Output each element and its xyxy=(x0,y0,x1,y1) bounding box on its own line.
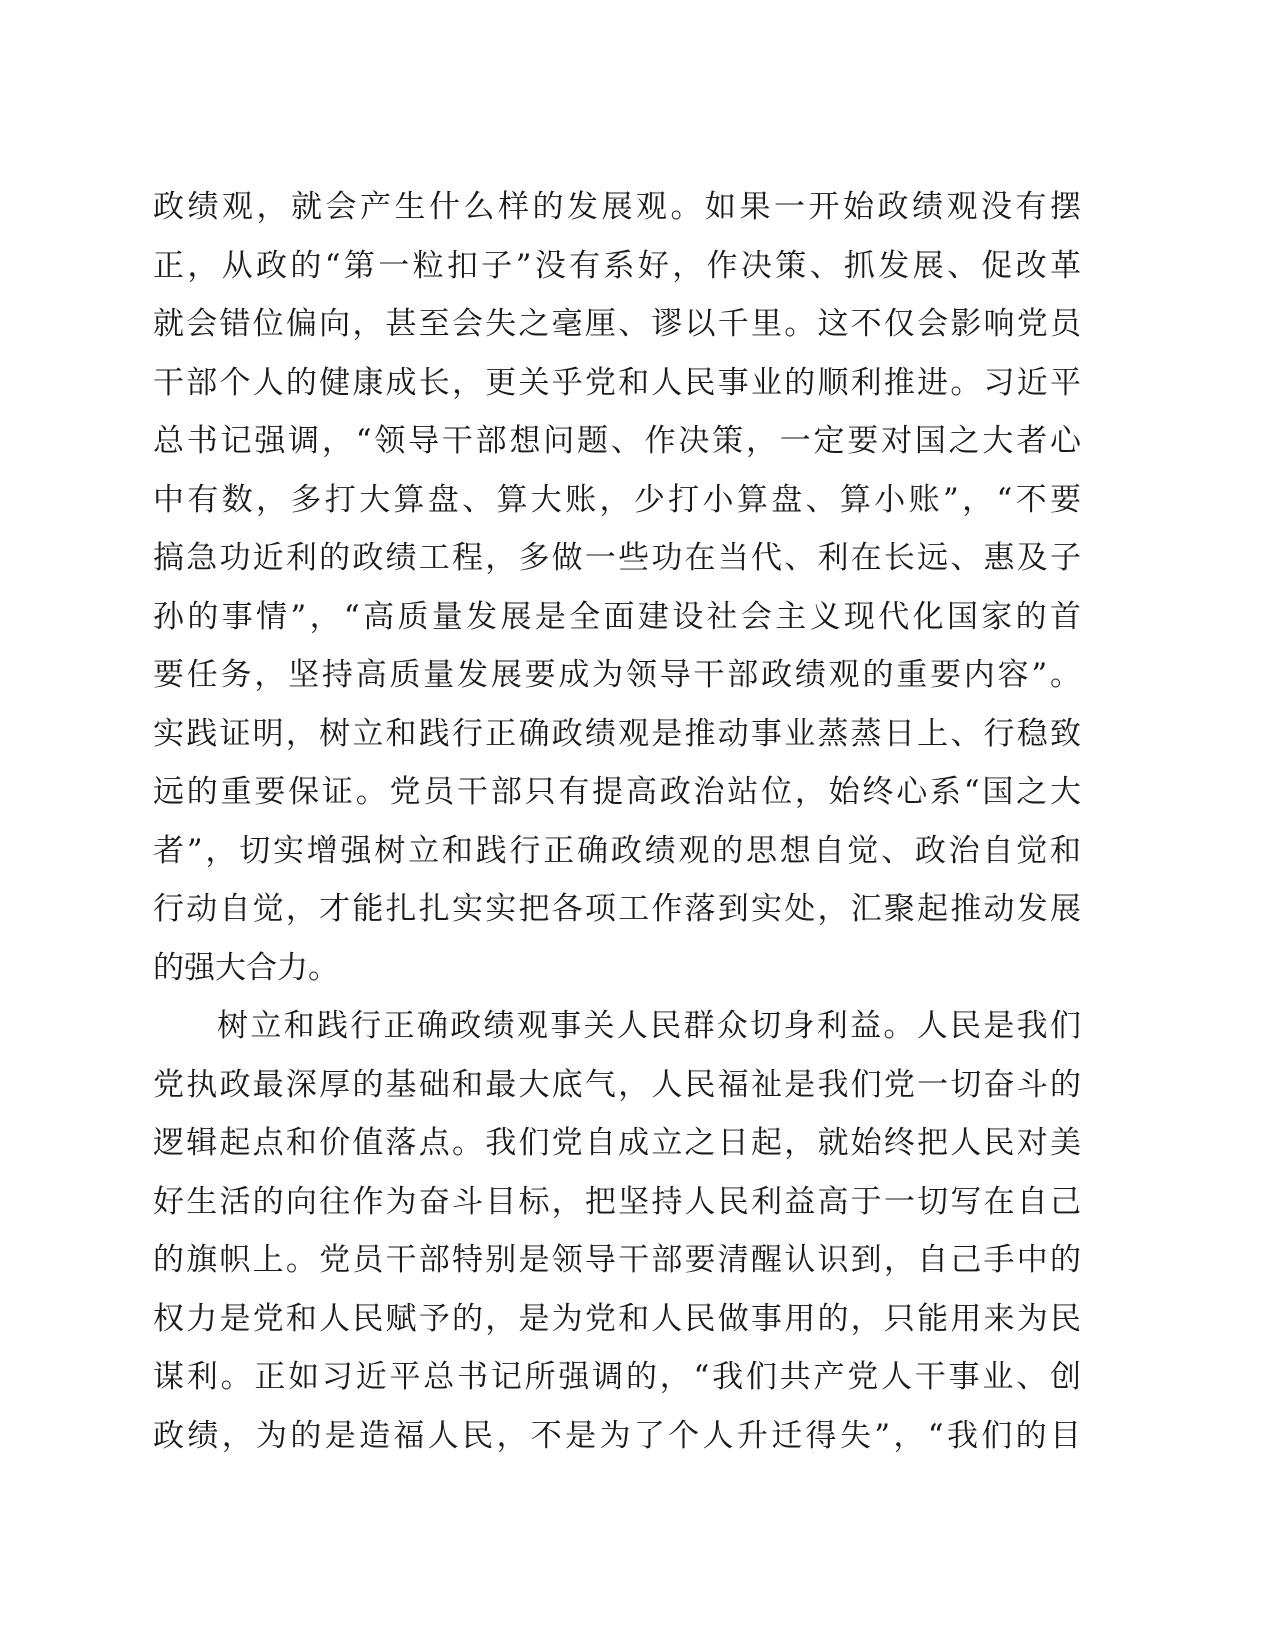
text-line: 实践证明，树立和践行正确政绩观是推动事业蒸蒸日上、行稳致 xyxy=(153,715,1081,752)
text-line: 搞急功近利的政绩工程，多做一些功在当代、利在长远、惠及子 xyxy=(153,540,1081,576)
text-line: 政绩，为的是造福人民，不是为了个人升迁得失”，“我们的目 xyxy=(153,1417,1081,1454)
text-line: 孙的事情”，“高质量发展是全面建设社会主义现代化国家的首 xyxy=(153,598,1081,635)
paragraph-2 xyxy=(153,997,1081,1465)
text-line: 权力是党和人民赋予的，是为党和人民做事用的，只能用来为民 xyxy=(153,1300,1081,1337)
text-line: 者”，切实增强树立和践行正确政绩观的思想自觉、政治自觉和 xyxy=(153,832,1081,869)
text-line: 正，从政的“第一粒扣子”没有系好，作决策、抓发展、促改革 xyxy=(153,247,1081,284)
text-line: 总书记强调，“领导干部想问题、作决策，一定要对国之大者心 xyxy=(153,423,1081,459)
text-line: 要任务，坚持高质量发展要成为领导干部政绩观的重要内容”。 xyxy=(153,657,1081,693)
text-line: 树立和践行正确政绩观事关人民群众切身利益。人民是我们 xyxy=(217,1008,1081,1044)
paragraph-1 xyxy=(153,178,1081,997)
text-line: 好生活的向往作为奋斗目标，把坚持人民利益高于一切写在自己 xyxy=(153,1183,1081,1220)
text-line: 党执政最深厚的基础和最大底气，人民福祉是我们党一切奋斗的 xyxy=(153,1066,1081,1103)
text-line: 就会错位偏向，甚至会失之毫厘、谬以千里。这不仅会影响党员 xyxy=(153,306,1081,342)
text-line: 逻辑起点和价值落点。我们党自成立之日起，就始终把人民对美 xyxy=(153,1125,1081,1161)
text-line: 政绩观，就会产生什么样的发展观。如果一开始政绩观没有摆 xyxy=(153,189,1081,225)
text-line: 中有数，多打大算盘、算大账，少打小算盘、算小账”，“不要 xyxy=(153,481,1081,518)
text-line: 的旗帜上。党员干部特别是领导干部要清醒认识到，自己手中的 xyxy=(153,1242,1081,1278)
text-line: 干部个人的健康成长，更关乎党和人民事业的顺利推进。习近平 xyxy=(153,364,1081,401)
text-line: 谋利。正如习近平总书记所强调的，“我们共产党人干事业、创 xyxy=(153,1359,1081,1395)
text-line: 的强大合力。 xyxy=(153,949,339,986)
text-line: 远的重要保证。党员干部只有提高政治站位，始终心系“国之大 xyxy=(153,774,1081,810)
document-body xyxy=(153,178,1081,1465)
text-line: 行动自觉，才能扎扎实实把各项工作落到实处，汇聚起推动发展 xyxy=(153,891,1081,927)
